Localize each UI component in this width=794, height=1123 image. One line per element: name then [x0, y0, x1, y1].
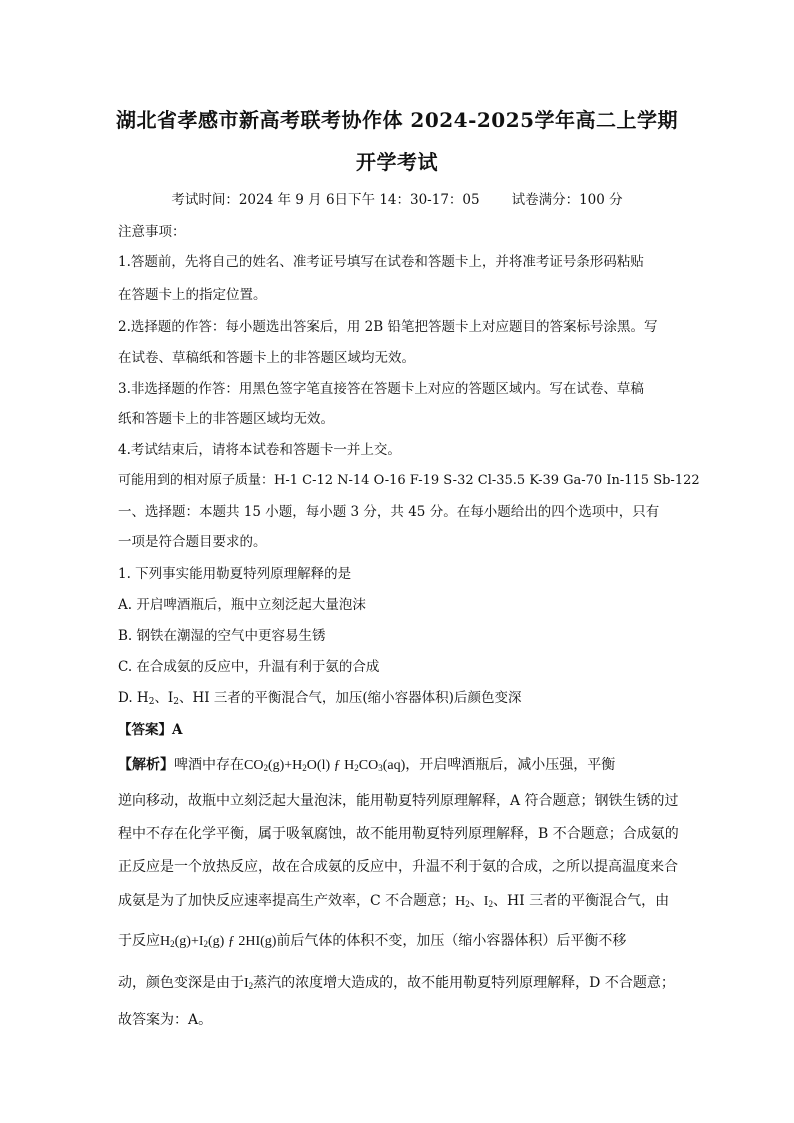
analysis-line-3: 程中不存在化学平衡，属于吸氧腐蚀，故不能用勒夏特列原理解释，B 不合题意；合成氨的 — [118, 826, 679, 842]
analysis-line-4: 正反应是一个放热反应，故在合成氨的反应中，升温不利于氨的合成，之所以提高温度来合 — [118, 859, 678, 875]
equation-hi: $H_2(g)+I_2(g)$ ƒ 2HI(g) — [160, 934, 277, 949]
formula-i2: $I_2$ — [244, 976, 254, 991]
notice-item-4: 4.考试结束后，请将本试卷和答题卡一并上交。 — [118, 442, 401, 458]
question-1-option-b: B. 钢铁在潮湿的空气中更容易生锈 — [118, 628, 326, 644]
formula-h2-i2: $H_2$、$I_2$ — [455, 894, 493, 909]
question-1-option-a: A. 开启啤酒瓶后，瓶中立刻泛起大量泡沫 — [118, 597, 366, 613]
question-1-option-c: C. 在合成氨的反应中，升温有利于氨的合成 — [118, 659, 380, 675]
notice-item-2b: 在试卷、草稿纸和答题卡上的非答题区域均无效。 — [118, 350, 415, 366]
analysis-line-5: 成氨是为了加快反应速率提高生产效率，C 不合题意；$H_2$、$I_2$、HI 三者的平衡混合气，由 — [118, 893, 670, 909]
notice-item-2a: 2.选择题的作答：每小题选出答案后，用 2B 铅笔把答题卡上对应题目的答案标号涂黑。写 — [118, 319, 658, 335]
analysis-label: 【解析】 — [118, 757, 174, 773]
analysis-line-6: 于反应$H_2(g)+I_2(g)$ ƒ 2HI(g)前后气体的体积不变，加压（缩小容器体积）后平衡不移 — [118, 933, 627, 949]
notice-item-3a: 3.非选择题的作答：用黑色签字笔直接答在答题卡上对应的答题区域内。写在试卷、草稿 — [118, 381, 644, 397]
section-heading-b: 一项是符合题目要求的。 — [118, 534, 267, 550]
exam-time: 考试时间：2024 年 9 月 6日下午 14：30-17：05 — [171, 192, 480, 208]
analysis-line-8: 故答案为：A。 — [118, 1012, 213, 1028]
section-heading-a: 一、选择题：本题共 15 小题，每小题 3 分，共 45 分。在每小题给出的四个选项中，只有 — [118, 504, 660, 520]
page-title: 湖北省孝感市新高考联考协作体 2024-2025学年高二上学期 — [115, 108, 679, 132]
notice-item-1a: 1.答题前，先将自己的姓名、准考证号填写在试卷和答题卡上，并将准考证号条形码粘贴 — [118, 254, 644, 270]
notice-heading: 注意事项： — [118, 224, 186, 240]
analysis-line-1: 【解析】啤酒中存在$CO_2(g)+H_2O(l)$ ƒ $H_2CO_3(aq)$，开启啤酒瓶后，减小压强，平衡 — [118, 757, 616, 773]
question-1-option-d: D. $H_2$、$I_2$、HI 三者的平衡混合气，加压(缩小容器体积)后颜色变深 — [118, 690, 522, 707]
analysis-line-7: 动，颜色变深是由于$I_2$蒸汽的浓度增大造成的，故不能用勒夏特列原理解释，D 不合题意； — [118, 975, 675, 991]
notice-item-1b: 在答题卡上的指定位置。 — [118, 287, 267, 303]
question-1-answer: 【答案】A — [118, 722, 183, 738]
page-subtitle: 开学考试 — [356, 150, 438, 174]
analysis-line-2: 逆向移动，故瓶中立刻泛起大量泡沫，能用勒夏特列原理解释，A 符合题意；钢铁生锈的过 — [118, 793, 679, 809]
atomic-mass-line: 可能用到的相对原子质量：H-1 C-12 N-14 O-16 F-19 S-32 Cl-35.5 K-39 Ga-70 In-115 Sb-122 — [118, 473, 700, 488]
exam-score: 试卷满分：100 分 — [511, 192, 623, 208]
equation-co2: $CO_2(g)+H_2O(l)$ ƒ $H_2CO_3(aq)$ — [244, 758, 406, 773]
question-1-stem: 1. 下列事实能用勒夏特列原理解释的是 — [118, 566, 352, 582]
exam-info — [0, 188, 794, 208]
notice-item-3b: 纸和答题卡上的非答题区域均无效。 — [118, 411, 334, 427]
